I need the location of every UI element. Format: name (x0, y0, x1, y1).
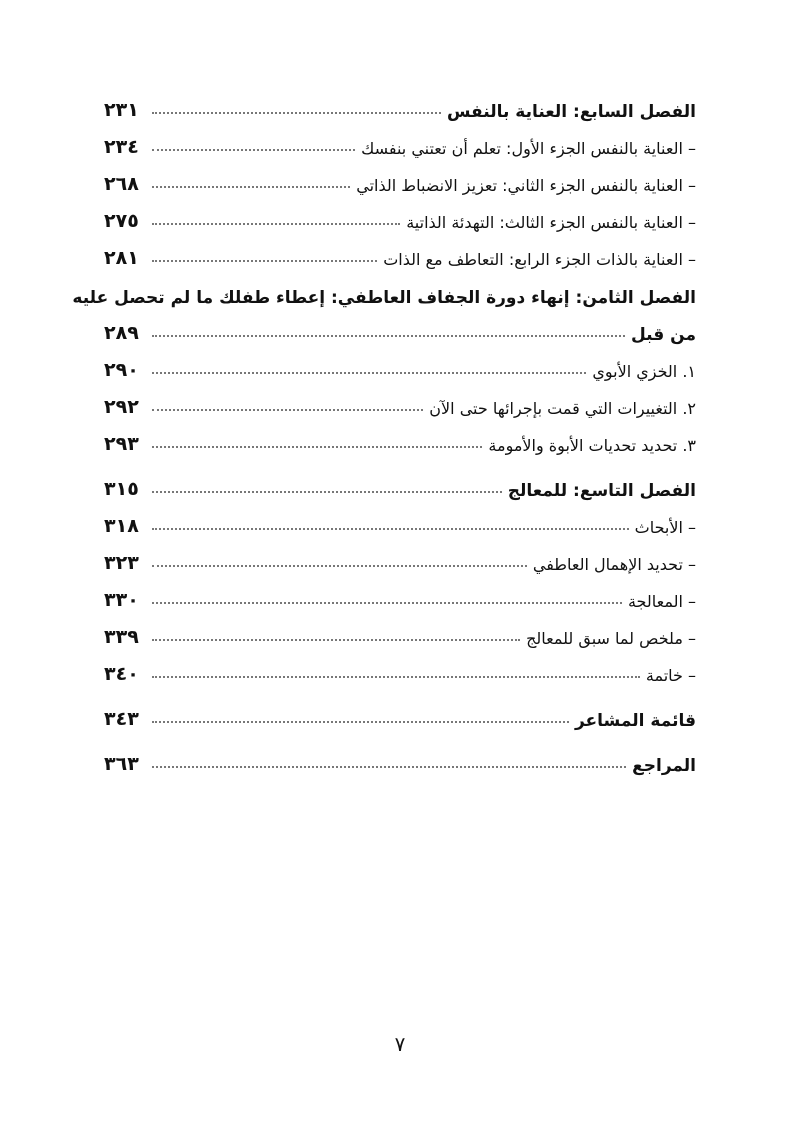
toc-entry-page: ٣٤٠ (104, 663, 139, 686)
toc-entry-title: – العناية بالنفس الجزء الثالث: التهدئة الذاتية (406, 213, 696, 233)
toc-entry-ch9-item1[interactable] (104, 502, 696, 539)
toc-entry-page: ٢٦٨ (104, 173, 139, 196)
toc-entry-title: ١. الخزي الأبوي (592, 362, 696, 382)
spacer (104, 271, 696, 279)
dot-leader (152, 335, 625, 337)
toc-entry-ch7-part4[interactable] (104, 234, 696, 271)
spacer (104, 687, 696, 695)
toc-entry-ch9-item4[interactable] (104, 613, 696, 650)
dot-leader (152, 372, 586, 374)
toc-entry-chapter-9[interactable] (104, 465, 696, 502)
toc-entry-page: ٣٤٣ (104, 708, 139, 731)
dot-leader (152, 639, 520, 641)
dot-leader (152, 721, 569, 723)
dot-leader (152, 676, 640, 678)
toc-entry-page: ٢٣١ (104, 99, 139, 122)
toc-entry-page: ٢٨١ (104, 247, 139, 270)
toc-entry-title: – العناية بالنفس الجزء الثاني: تعزيز الانضباط الذاتي (356, 176, 696, 196)
toc-entry-title: – العناية بالذات الجزء الرابع: التعاطف مع الذات (383, 250, 696, 270)
toc-entry-ch8-item2[interactable] (104, 383, 696, 420)
dot-leader (152, 766, 626, 768)
dot-leader (152, 446, 482, 448)
toc-entry-ch7-part2[interactable] (104, 160, 696, 197)
toc-entry-page: ٢٨٩ (104, 322, 139, 345)
toc-entry-ch7-part3[interactable] (104, 197, 696, 234)
toc-entry-title: – المعالجة (627, 592, 696, 612)
toc-entry-references[interactable] (104, 740, 696, 777)
toc-entry-page: ٢٩٠ (104, 359, 139, 382)
toc-entry-page: ٣٢٣ (104, 552, 139, 575)
toc-entry-page: ٣١٨ (104, 515, 139, 538)
page-number: ٧ (394, 1032, 406, 1056)
dot-leader (152, 149, 355, 151)
toc-entry-title: قائمة المشاعر (574, 710, 696, 731)
dot-leader (152, 186, 350, 188)
toc-entry-chapter-7[interactable] (104, 86, 696, 123)
toc-entry-ch7-part1[interactable] (104, 123, 696, 160)
toc-entry-title: – تحديد الإهمال العاطفي (532, 555, 696, 575)
toc-entry-chapter-8-line1[interactable]: الفصل الثامن: إنهاء دورة الجفاف العاطفي: إعطاء طفلك ما لم تحصل عليه (72, 287, 696, 308)
toc-entry-ch8-item1[interactable] (104, 346, 696, 383)
dot-leader (152, 112, 441, 114)
dot-leader (152, 223, 400, 225)
toc-entry-title: ٢. التغييرات التي قمت بإجرائها حتى الآن (429, 399, 696, 419)
dot-leader (152, 409, 423, 411)
toc-entry-chapter-8[interactable] (104, 309, 696, 346)
dot-leader (152, 491, 502, 493)
toc-entry-title: من قبل (631, 324, 696, 345)
spacer (104, 732, 696, 740)
toc-entry-page: ٣٦٣ (104, 753, 139, 776)
toc-entry-title: ٣. تحديد تحديات الأبوة والأمومة (488, 436, 696, 456)
dot-leader (152, 528, 629, 530)
toc-entry-page: ٣١٥ (104, 478, 139, 501)
dot-leader (152, 602, 622, 604)
toc-entry-page: ٣٣٩ (104, 626, 139, 649)
spacer (104, 457, 696, 465)
dot-leader (152, 565, 527, 567)
toc-entry-title: المراجع (632, 755, 696, 776)
toc-entry-ch8-item3[interactable] (104, 420, 696, 457)
toc-entry-ch9-item2[interactable] (104, 539, 696, 576)
toc-entry-title: – العناية بالنفس الجزء الأول: تعلم أن تعتني بنفسك (361, 139, 696, 159)
toc-entry-feelings-list[interactable] (104, 695, 696, 732)
toc-entry-page: ٢٩٣ (104, 433, 139, 456)
toc-entry-page: ٣٣٠ (104, 589, 139, 612)
toc-entry-ch9-item3[interactable] (104, 576, 696, 613)
toc-entry-page: ٢٩٢ (104, 396, 139, 419)
toc-entry-title: الفصل السابع: العناية بالنفس (447, 101, 696, 122)
toc-entry-title: – الأبحاث (634, 518, 696, 538)
toc-entry-title: – ملخص لما سبق للمعالج (526, 629, 696, 649)
toc-entry-ch9-item5[interactable] (104, 650, 696, 687)
dot-leader (152, 260, 377, 262)
table-of-contents (72, 86, 696, 777)
toc-entry-page: ٢٧٥ (104, 210, 139, 233)
toc-entry-title: – خاتمة (645, 666, 696, 686)
toc-entry-page: ٢٣٤ (104, 136, 139, 159)
toc-entry-title: الفصل التاسع: للمعالج (507, 480, 696, 501)
